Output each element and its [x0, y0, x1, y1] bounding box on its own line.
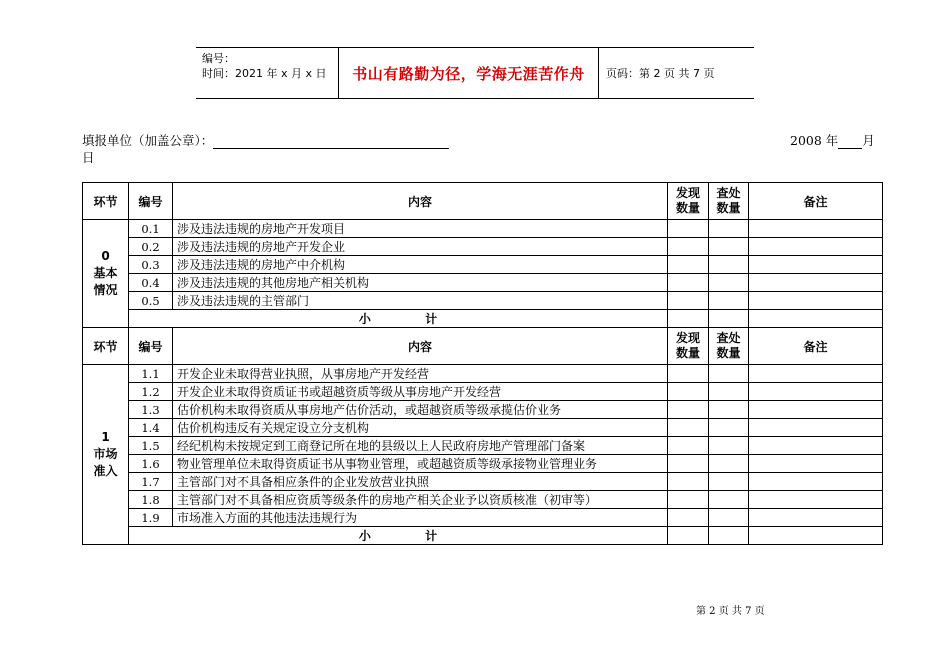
found-cell[interactable] — [668, 383, 709, 401]
header-remarks: 备注 — [749, 328, 883, 365]
header-number: 编号 — [129, 183, 173, 220]
remarks-cell[interactable] — [749, 491, 883, 509]
handled-cell[interactable] — [709, 419, 749, 437]
found-cell[interactable] — [668, 491, 709, 509]
handled-cell[interactable] — [709, 274, 749, 292]
row-number: 1.9 — [129, 509, 173, 527]
row-number: 0.3 — [129, 256, 173, 274]
header-found: 发现 数量 — [668, 328, 709, 365]
found-cell[interactable] — [668, 220, 709, 238]
handled-cell[interactable] — [709, 437, 749, 455]
header-remarks: 备注 — [749, 183, 883, 220]
row-number: 1.4 — [129, 419, 173, 437]
date-month-label: 月 — [862, 133, 875, 148]
remarks-cell[interactable] — [749, 401, 883, 419]
table-row — [83, 491, 883, 509]
handled-cell[interactable] — [709, 310, 749, 328]
header-content: 内容 — [173, 183, 668, 220]
handled-cell[interactable] — [709, 509, 749, 527]
row-content: 主管部门对不具备相应条件的企业发放营业执照 — [173, 473, 668, 491]
row-content: 物业管理单位未取得资质证书从事物业管理，或超越资质等级承接物业管理业务 — [173, 455, 668, 473]
header-segment: 环节 — [83, 328, 129, 365]
row-content: 估价机构未取得资质从事房地产估价活动，或超越资质等级承揽估价业务 — [173, 401, 668, 419]
handled-cell[interactable] — [709, 383, 749, 401]
remarks-cell[interactable] — [749, 365, 883, 383]
table-row — [83, 419, 883, 437]
page-footer: 第 2 页 共 7 页 — [696, 606, 765, 617]
code-label: 编号： — [202, 52, 235, 65]
found-cell[interactable] — [668, 473, 709, 491]
remarks-cell[interactable] — [749, 419, 883, 437]
header-found: 发现 数量 — [668, 183, 709, 220]
found-cell[interactable] — [668, 401, 709, 419]
found-cell[interactable] — [668, 455, 709, 473]
found-cell[interactable] — [668, 274, 709, 292]
page-label: 页码：第 2 页 共 7 页 — [606, 67, 715, 80]
row-number: 1.1 — [129, 365, 173, 383]
table-row — [83, 365, 883, 383]
remarks-cell[interactable] — [749, 437, 883, 455]
found-cell[interactable] — [668, 419, 709, 437]
handled-cell[interactable] — [709, 365, 749, 383]
header-number: 编号 — [129, 328, 173, 365]
month-field[interactable] — [838, 136, 862, 149]
row-number: 0.1 — [129, 220, 173, 238]
remarks-cell[interactable] — [749, 527, 883, 545]
report-table — [82, 182, 883, 545]
remarks-cell[interactable] — [749, 509, 883, 527]
row-number: 1.3 — [129, 401, 173, 419]
section-0-label: 0 基本 情况 — [83, 220, 129, 328]
row-content: 涉及违法违规的房地产开发项目 — [173, 220, 668, 238]
found-cell[interactable] — [668, 238, 709, 256]
row-content: 市场准入方面的其他违法违规行为 — [173, 509, 668, 527]
found-cell[interactable] — [668, 527, 709, 545]
row-number: 0.5 — [129, 292, 173, 310]
handled-cell[interactable] — [709, 401, 749, 419]
row-content: 经纪机构未按规定到工商登记所在地的县级以上人民政府房地产管理部门备案 — [173, 437, 668, 455]
found-cell[interactable] — [668, 256, 709, 274]
row-number: 0.2 — [129, 238, 173, 256]
remarks-cell[interactable] — [749, 455, 883, 473]
section-1-label: 1 市场 准入 — [83, 365, 129, 545]
table-header-row — [83, 183, 883, 220]
found-cell[interactable] — [668, 437, 709, 455]
remarks-cell[interactable] — [749, 292, 883, 310]
handled-cell[interactable] — [709, 238, 749, 256]
found-cell[interactable] — [668, 310, 709, 328]
header-meta — [196, 48, 339, 98]
table-row — [83, 509, 883, 527]
remarks-cell[interactable] — [749, 310, 883, 328]
subtotal-label: 小 计 — [129, 527, 668, 545]
header-content: 内容 — [173, 328, 668, 365]
subtotal-row — [83, 527, 883, 545]
remarks-cell[interactable] — [749, 473, 883, 491]
table-row — [83, 455, 883, 473]
subtotal-row — [83, 310, 883, 328]
document-header — [196, 47, 754, 99]
remarks-cell[interactable] — [749, 256, 883, 274]
row-number: 1.8 — [129, 491, 173, 509]
handled-cell[interactable] — [709, 220, 749, 238]
row-number: 0.4 — [129, 274, 173, 292]
unit-label: 填报单位（加盖公章）： — [82, 133, 214, 148]
row-number: 1.6 — [129, 455, 173, 473]
unit-field[interactable] — [213, 136, 449, 149]
row-content: 主管部门对不具备相应资质等级条件的房地产相关企业予以资质核准（初审等） — [173, 491, 668, 509]
row-content: 开发企业未取得资质证书或超越资质等级从事房地产开发经营 — [173, 383, 668, 401]
row-content: 开发企业未取得营业执照，从事房地产开发经营 — [173, 365, 668, 383]
handled-cell[interactable] — [709, 491, 749, 509]
remarks-cell[interactable] — [749, 220, 883, 238]
found-cell[interactable] — [668, 509, 709, 527]
row-content: 涉及违法违规的房地产中介机构 — [173, 256, 668, 274]
header-handled: 查处 数量 — [709, 328, 749, 365]
date-day-label: 日 — [82, 150, 95, 165]
header-segment: 环节 — [83, 183, 129, 220]
table-row — [83, 220, 883, 238]
handled-cell[interactable] — [709, 527, 749, 545]
handled-cell[interactable] — [709, 455, 749, 473]
table-header-row — [83, 328, 883, 365]
remarks-cell[interactable] — [749, 383, 883, 401]
handled-cell[interactable] — [709, 473, 749, 491]
found-cell[interactable] — [668, 292, 709, 310]
table-row — [83, 238, 883, 256]
date-year-label: 2008 年 — [790, 133, 839, 148]
header-handled: 查处 数量 — [709, 183, 749, 220]
row-content: 涉及违法违规的其他房地产相关机构 — [173, 274, 668, 292]
table-row — [83, 383, 883, 401]
table-row — [83, 401, 883, 419]
table-row — [83, 437, 883, 455]
row-number: 1.7 — [129, 473, 173, 491]
found-cell[interactable] — [668, 365, 709, 383]
table-row — [83, 274, 883, 292]
row-number: 1.2 — [129, 383, 173, 401]
time-label: 时间：2021 年 x 月 x 日 — [202, 67, 327, 80]
table-row — [83, 256, 883, 274]
row-content: 涉及违法违规的主管部门 — [173, 292, 668, 310]
row-number: 1.5 — [129, 437, 173, 455]
table-row — [83, 473, 883, 491]
remarks-cell[interactable] — [749, 274, 883, 292]
subtotal-label: 小 计 — [129, 310, 668, 328]
row-content: 涉及违法违规的房地产开发企业 — [173, 238, 668, 256]
table-row — [83, 292, 883, 310]
motto: 书山有路勤为径，学海无涯苦作舟 — [339, 48, 599, 98]
remarks-cell[interactable] — [749, 238, 883, 256]
row-content: 估价机构违反有关规定设立分支机构 — [173, 419, 668, 437]
handled-cell[interactable] — [709, 256, 749, 274]
handled-cell[interactable] — [709, 292, 749, 310]
